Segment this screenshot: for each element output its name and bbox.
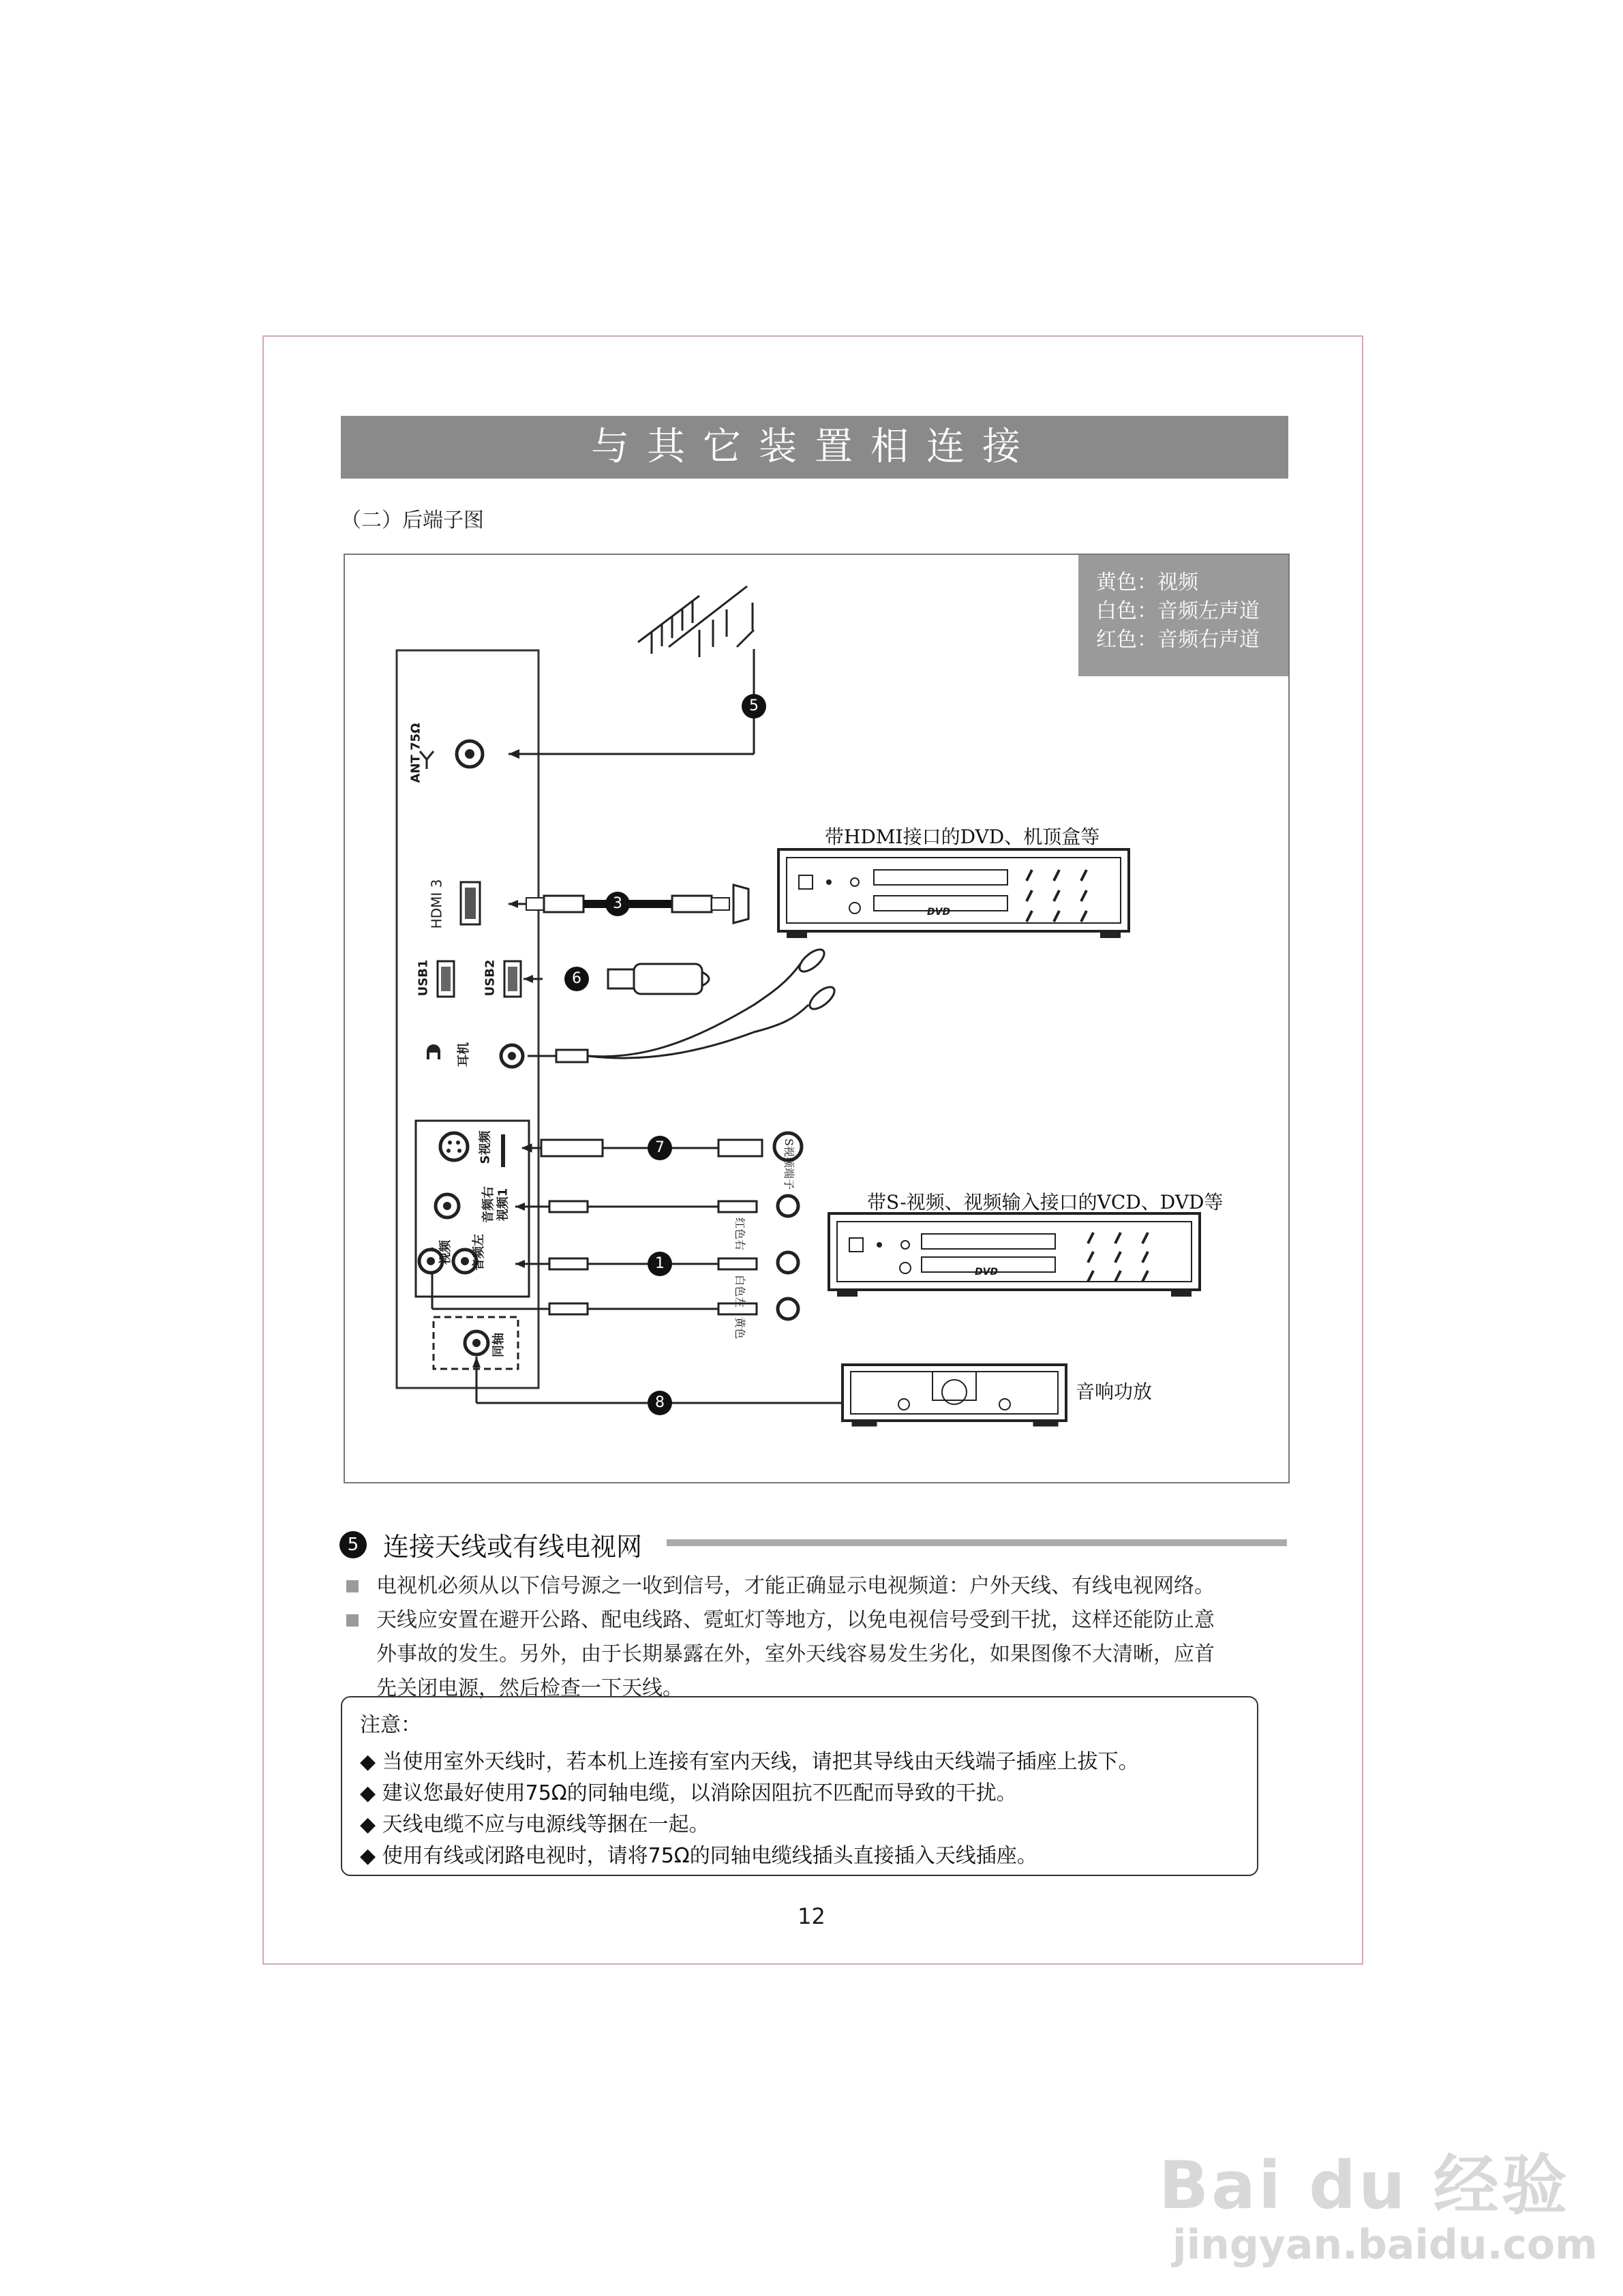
marker-8-label: 8 xyxy=(655,1394,665,1411)
svideo-term-label: S视频端子 xyxy=(783,1138,795,1190)
legend-red: 红色：音频右声道 xyxy=(1096,628,1260,652)
note-text: 使用有线或闭路电视时，请将75Ω的同轴电缆线插头直接插入天线插座。 xyxy=(382,1844,1037,1868)
svideo-label: S视频 xyxy=(478,1130,493,1164)
paragraph-1 xyxy=(346,1569,1287,1603)
left-rule xyxy=(262,335,264,1965)
notes-box xyxy=(341,1696,1258,1876)
marker-1-label: 1 xyxy=(655,1255,665,1272)
audio-l-label: 音频左 xyxy=(472,1234,486,1271)
bullet-square-icon xyxy=(346,1580,359,1592)
paragraph-1-text: 电视机必须从以下信号源之一收到信号，才能正确显示电视频道：户外天线、有线电视网络。 xyxy=(376,1574,1215,1598)
earphone-label: 耳机 xyxy=(457,1042,471,1067)
coax-port xyxy=(465,1331,488,1355)
note-item xyxy=(360,1841,1239,1872)
legend-yellow: 黄色：视频 xyxy=(1096,571,1198,594)
note-item xyxy=(360,1747,1239,1778)
usb-stick xyxy=(524,964,709,994)
diamond-icon: ◆ xyxy=(360,1750,382,1774)
page-number: 12 xyxy=(798,1903,825,1929)
dvd-logo-2: DVD xyxy=(975,1267,999,1278)
marker-6-label: 6 xyxy=(572,970,581,987)
page-subtitle: （二）后端子图 xyxy=(341,509,484,532)
audio-r-label: 音频右 xyxy=(481,1186,496,1223)
notes-heading: 注意： xyxy=(360,1713,421,1737)
usb1-label: USB1 xyxy=(416,959,431,997)
section-heading xyxy=(339,1526,642,1563)
video-label: 视频 xyxy=(438,1240,453,1265)
dvd-s-caption: 带S-视频、视频输入接口的VCD、DVD等 xyxy=(867,1191,1224,1213)
antenna-icon xyxy=(509,586,754,754)
bottom-rule xyxy=(262,1963,1363,1965)
amp-caption: 音响功放 xyxy=(1076,1380,1153,1403)
marker-7-label: 7 xyxy=(655,1139,665,1156)
video1-label: 视频1 xyxy=(496,1188,511,1222)
dvd-logo-1: DVD xyxy=(927,907,951,918)
paragraph-2 xyxy=(346,1603,1287,1706)
dvd-hdmi-caption: 带HDMI接口的DVD、机顶盒等 xyxy=(825,826,1100,848)
right-rule xyxy=(1362,335,1363,1965)
diamond-icon: ◆ xyxy=(360,1813,382,1837)
diagram-drawing xyxy=(345,555,1288,1482)
dvd-player-hdmi xyxy=(778,849,1129,938)
usb2-port xyxy=(504,961,521,997)
legend-white: 白色：音频左声道 xyxy=(1096,599,1260,623)
usb2-label: USB2 xyxy=(483,959,498,997)
usb1-port xyxy=(438,961,454,997)
paragraph-2-line-2: 外事故的发生。另外，由于长期暴露在外，室外天线容易发生劣化，如果图像不大清晰，应首 xyxy=(376,1642,1215,1666)
dvd-player-svideo xyxy=(829,1213,1200,1297)
svideo-port xyxy=(440,1133,468,1160)
marker-3-label: 3 xyxy=(613,895,622,912)
section-number: 5 xyxy=(339,1531,367,1558)
top-rule xyxy=(262,335,1363,337)
audio-amplifier xyxy=(843,1365,1066,1426)
marker-5-label: 5 xyxy=(749,697,759,714)
section-title: 连接天线或有线电视网 xyxy=(383,1532,643,1562)
connection-diagram xyxy=(344,554,1290,1483)
yellow-label: 黄色 xyxy=(733,1317,746,1340)
white-left-label: 白色左 xyxy=(733,1275,746,1308)
watermark-brand: Bai du 经验 xyxy=(1159,2147,1570,2224)
audio-r-port xyxy=(436,1194,459,1218)
hdmi-label: HDMI 3 xyxy=(428,879,445,929)
watermark-url: jingyan.baidu.com xyxy=(1172,2221,1598,2269)
diamond-icon: ◆ xyxy=(360,1844,382,1868)
note-item xyxy=(360,1809,1239,1841)
note-text: 建议您最好使用75Ω的同轴电缆，以消除因阻抗不匹配而导致的干扰。 xyxy=(382,1781,1017,1805)
coax-label: 同轴 xyxy=(491,1333,506,1357)
hdmi-port xyxy=(461,882,480,924)
ant-label: ANT 75Ω xyxy=(408,723,423,783)
diamond-icon: ◆ xyxy=(360,1781,382,1805)
note-text: 当使用室外天线时，若本机上连接有室内天线，请把其导线由天线端子插座上拔下。 xyxy=(382,1750,1139,1774)
note-item xyxy=(360,1778,1239,1809)
paragraph-2-line-3: 先关闭电源，然后检查一下天线。 xyxy=(376,1676,683,1700)
section-rule xyxy=(667,1539,1287,1546)
red-right-label: 红色右 xyxy=(733,1218,746,1251)
page-title: 与其它装置相连接 xyxy=(341,416,1288,479)
bullet-square-icon xyxy=(346,1614,359,1627)
paragraph-2-line-1: 天线应安置在避开公路、配电线路、霓虹灯等地方，以免电视信号受到干扰，这样还能防止意 xyxy=(376,1608,1215,1632)
note-text: 天线电缆不应与电源线等捆在一起。 xyxy=(382,1813,710,1837)
